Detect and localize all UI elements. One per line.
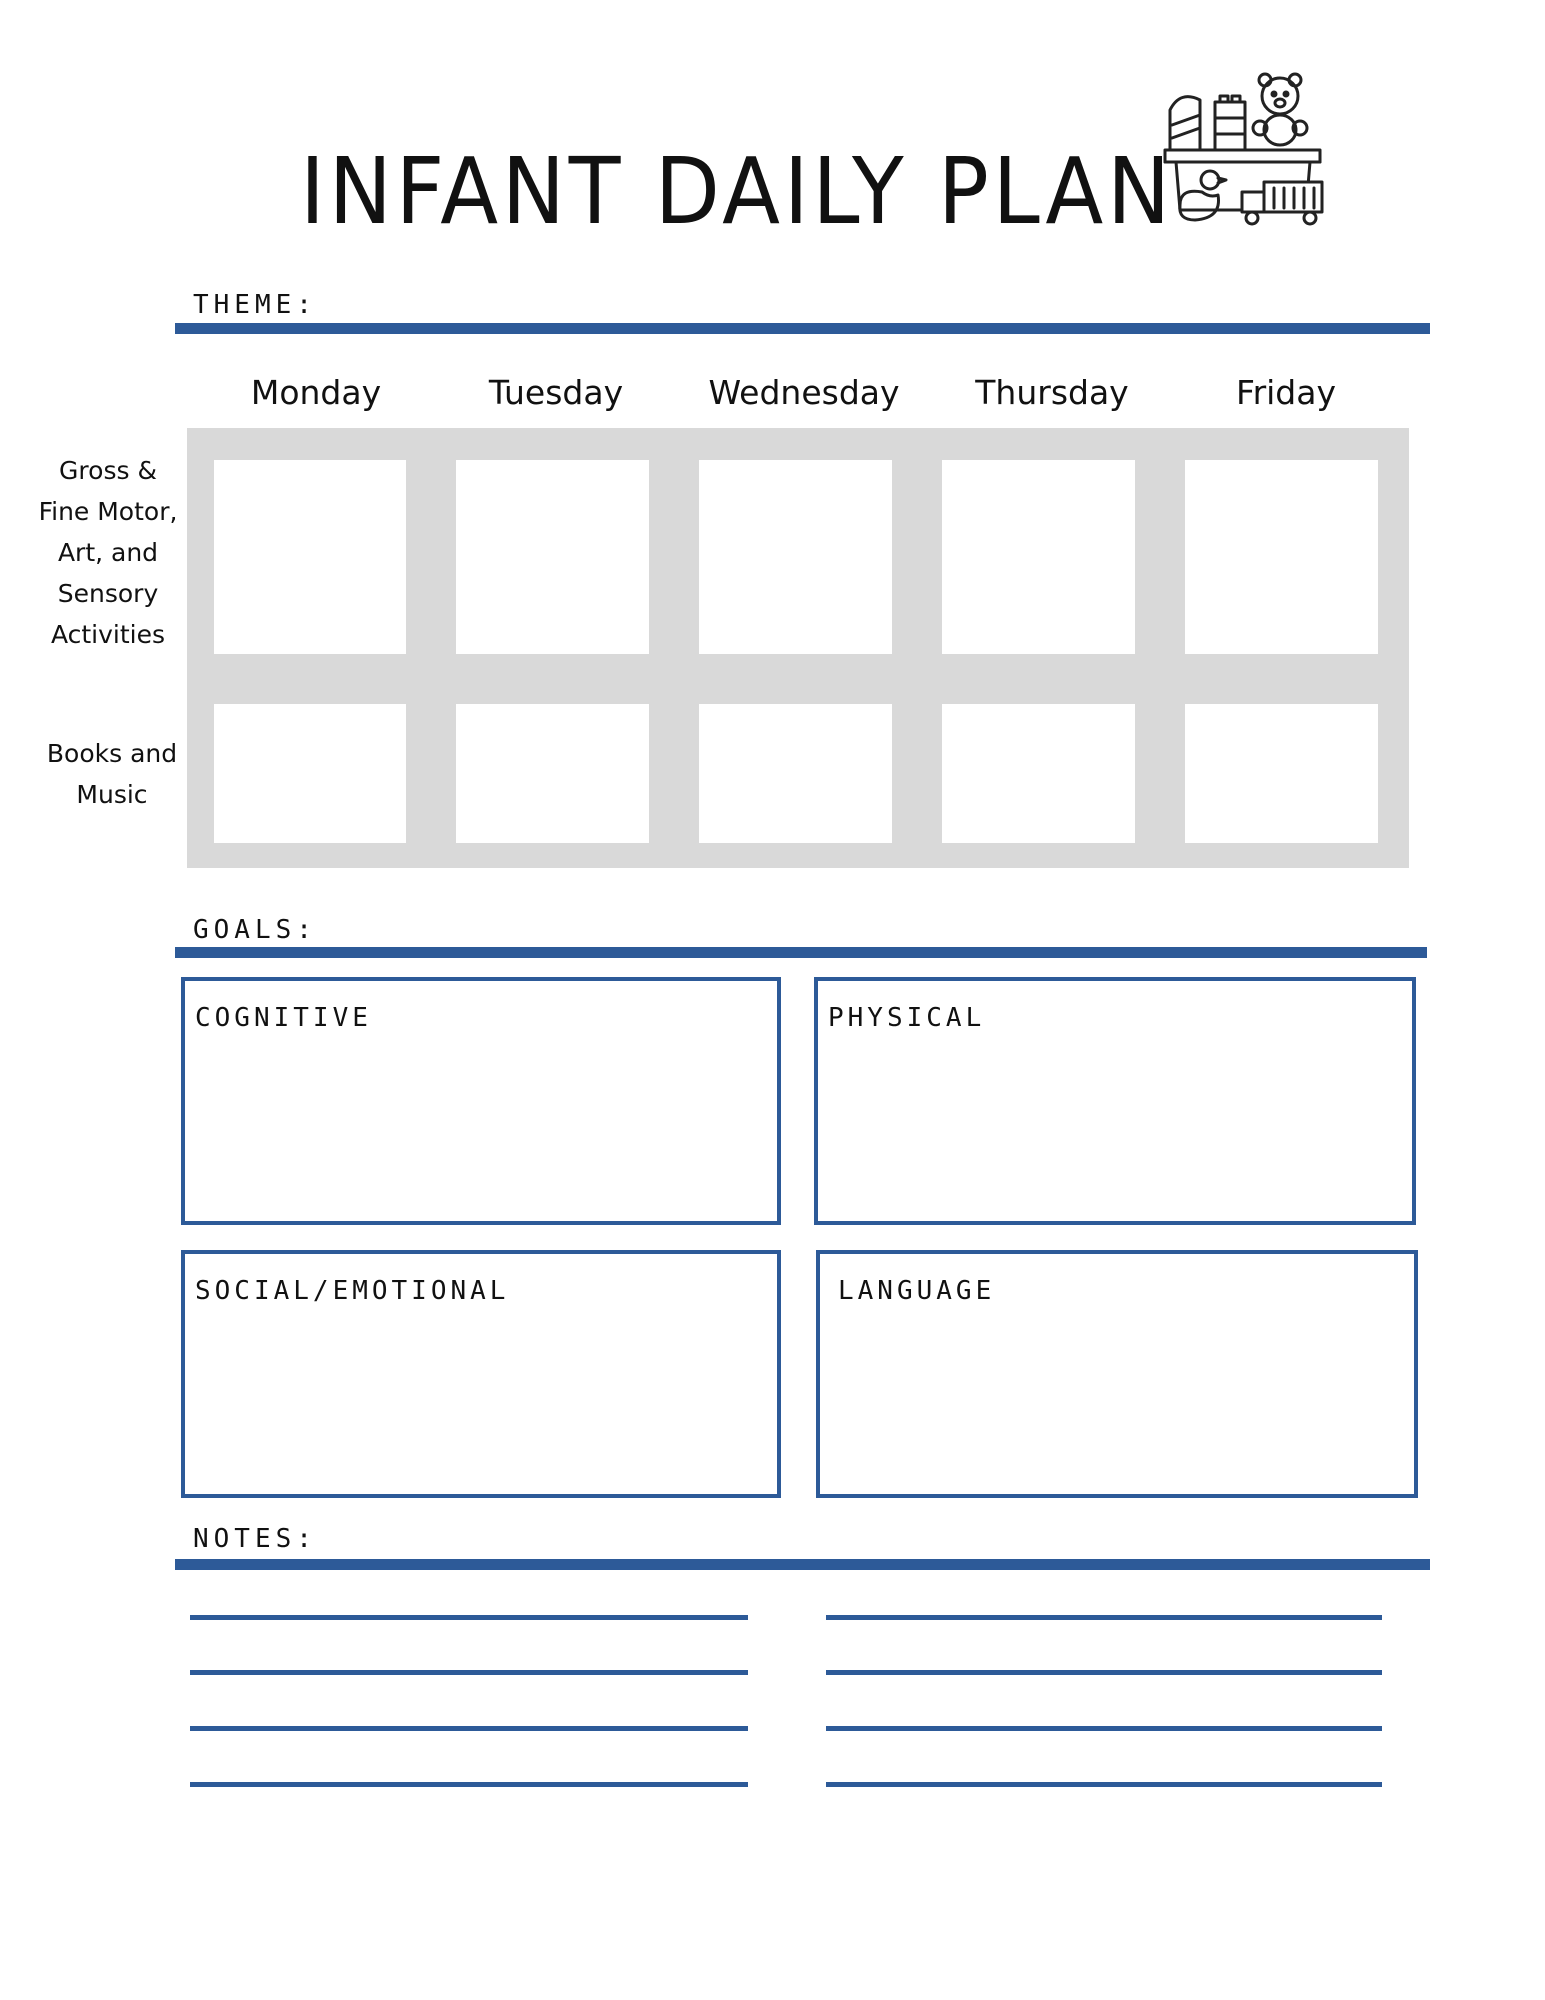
cell-books-wednesday[interactable] xyxy=(699,704,892,843)
cell-activities-tuesday[interactable] xyxy=(456,460,649,654)
row-label-line: Fine Motor, xyxy=(38,497,178,526)
day-header-wednesday: Wednesday xyxy=(708,373,900,412)
goal-box-social-emotional[interactable] xyxy=(181,1250,781,1498)
note-line[interactable] xyxy=(826,1615,1382,1620)
goal-box-cognitive[interactable] xyxy=(181,977,781,1225)
goal-label-physical: PHYSICAL xyxy=(828,1003,986,1033)
row-label-activities xyxy=(28,450,188,655)
cell-activities-friday[interactable] xyxy=(1185,460,1378,654)
row-label-line: Books and xyxy=(46,739,178,768)
row-label-line: Art, and xyxy=(57,538,159,567)
goals-label: GOALS: xyxy=(193,915,317,945)
day-header-monday: Monday xyxy=(250,373,382,412)
row-label-line: Activities xyxy=(50,620,166,649)
theme-rule xyxy=(175,323,1430,334)
day-header-thursday: Thursday xyxy=(975,373,1129,412)
page-title: INFANT DAILY PLAN xyxy=(300,138,1174,245)
goal-box-physical[interactable] xyxy=(814,977,1416,1225)
note-line[interactable] xyxy=(826,1670,1382,1675)
goals-rule xyxy=(175,947,1427,958)
notes-label: NOTES: xyxy=(193,1524,317,1554)
note-line[interactable] xyxy=(190,1782,748,1787)
theme-label: THEME: xyxy=(193,290,317,320)
cell-activities-thursday[interactable] xyxy=(942,460,1135,654)
toy-box-icon xyxy=(1160,70,1330,240)
cell-books-monday[interactable] xyxy=(214,704,406,843)
day-header-friday: Friday xyxy=(1235,373,1336,412)
row-label-line: Music xyxy=(76,780,148,809)
cell-activities-wednesday[interactable] xyxy=(699,460,892,654)
note-line[interactable] xyxy=(826,1782,1382,1787)
notes-rule xyxy=(175,1559,1430,1570)
cell-activities-monday[interactable] xyxy=(214,460,406,654)
note-line[interactable] xyxy=(190,1726,748,1731)
goal-label-language: LANGUAGE xyxy=(838,1276,996,1306)
row-label-line: Gross & xyxy=(59,456,157,485)
day-header-tuesday: Tuesday xyxy=(488,373,624,412)
row-label-books xyxy=(32,733,192,815)
goal-label-social-emotional: SOCIAL/EMOTIONAL xyxy=(195,1276,510,1306)
note-line[interactable] xyxy=(826,1726,1382,1731)
note-line[interactable] xyxy=(190,1615,748,1620)
row-label-line: Sensory xyxy=(57,579,159,608)
cell-books-thursday[interactable] xyxy=(942,704,1135,843)
goal-label-cognitive: COGNITIVE xyxy=(195,1003,372,1033)
note-line[interactable] xyxy=(190,1670,748,1675)
goal-box-language[interactable] xyxy=(816,1250,1418,1498)
cell-books-friday[interactable] xyxy=(1185,704,1378,843)
cell-books-tuesday[interactable] xyxy=(456,704,649,843)
